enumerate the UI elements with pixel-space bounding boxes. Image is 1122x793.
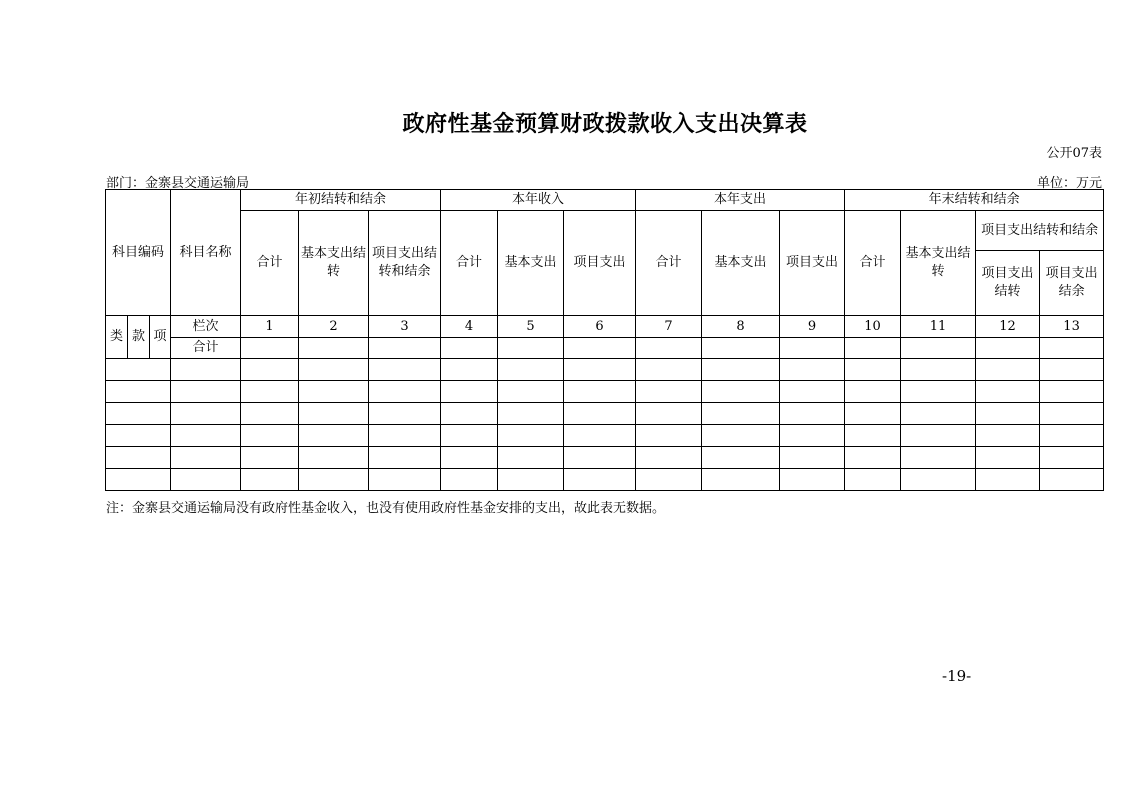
- table-cell: [369, 381, 441, 403]
- table-cell: [498, 425, 564, 447]
- table-cell: [636, 359, 702, 381]
- table-cell: [976, 447, 1040, 469]
- header-row-groups: [106, 190, 1104, 211]
- table-cell: [299, 425, 369, 447]
- table-cell: [564, 403, 636, 425]
- table-cell: [441, 447, 498, 469]
- table-cell: [171, 425, 241, 447]
- table-cell: [171, 359, 241, 381]
- table-cell: [441, 469, 498, 491]
- table-cell: [241, 338, 299, 359]
- table-cell: [171, 403, 241, 425]
- table-cell: [901, 447, 976, 469]
- total-row: [106, 338, 1104, 359]
- table-cell: [564, 447, 636, 469]
- table-cell: [369, 403, 441, 425]
- table-cell: [845, 447, 901, 469]
- table-cell: [901, 403, 976, 425]
- table-cell: [1040, 403, 1104, 425]
- column-number: 1: [241, 316, 299, 338]
- table-cell: [636, 403, 702, 425]
- table-cell: [901, 359, 976, 381]
- table-cell: [976, 381, 1040, 403]
- table-cell: [976, 359, 1040, 381]
- table-cell: [976, 403, 1040, 425]
- table-cell: [106, 403, 171, 425]
- header-group-expense: 本年支出: [636, 190, 845, 211]
- table-cell: [241, 425, 299, 447]
- table-cell: [369, 447, 441, 469]
- column-number: 11: [901, 316, 976, 338]
- table-cell: [564, 425, 636, 447]
- table-cell: [299, 447, 369, 469]
- table-cell: [241, 381, 299, 403]
- table-cell: [702, 403, 780, 425]
- table-cell: [441, 403, 498, 425]
- table-cell: [241, 447, 299, 469]
- table-cell: [299, 381, 369, 403]
- table-cell: [636, 469, 702, 491]
- table-cell: [369, 338, 441, 359]
- table-cell: [780, 338, 845, 359]
- table-cell: [564, 381, 636, 403]
- table-cell: [901, 425, 976, 447]
- table-row: [106, 425, 1104, 447]
- table-cell: [369, 359, 441, 381]
- table-cell: [636, 425, 702, 447]
- table-cell: [976, 469, 1040, 491]
- table-cell: [1040, 381, 1104, 403]
- table-row: [106, 403, 1104, 425]
- column-number: 8: [702, 316, 780, 338]
- table-cell: [564, 338, 636, 359]
- table-cell: [1040, 359, 1104, 381]
- table-row: [106, 381, 1104, 403]
- column-number: 3: [369, 316, 441, 338]
- table-cell: [369, 469, 441, 491]
- table-cell: [241, 469, 299, 491]
- column-number-row: [106, 316, 1104, 338]
- column-number: 5: [498, 316, 564, 338]
- table-row: [106, 469, 1104, 491]
- table-cell: [498, 403, 564, 425]
- header-lei: 类: [106, 316, 128, 359]
- table-cell: [780, 469, 845, 491]
- page-number: -19-: [942, 667, 972, 685]
- table-cell: [845, 338, 901, 359]
- table-cell: [241, 403, 299, 425]
- table-cell: [780, 381, 845, 403]
- table-cell: [106, 447, 171, 469]
- table-cell: [441, 381, 498, 403]
- header-group-closing: 年末结转和结余: [845, 190, 1104, 211]
- column-number: 2: [299, 316, 369, 338]
- table-cell: [702, 381, 780, 403]
- column-number: 4: [441, 316, 498, 338]
- table-cell: [845, 403, 901, 425]
- table-cell: [901, 381, 976, 403]
- table-cell: [299, 359, 369, 381]
- header-expense-total: 合计: [636, 211, 702, 316]
- column-number: 12: [976, 316, 1040, 338]
- header-group-opening: 年初结转和结余: [241, 190, 441, 211]
- table-cell: [498, 381, 564, 403]
- table-cell: [636, 338, 702, 359]
- table-cell: [299, 338, 369, 359]
- header-group-income: 本年收入: [441, 190, 636, 211]
- table-cell: [780, 425, 845, 447]
- table-cell: [564, 469, 636, 491]
- column-number: 9: [780, 316, 845, 338]
- table-cell: [845, 381, 901, 403]
- table-cell: [702, 469, 780, 491]
- table-cell: [901, 338, 976, 359]
- table-cell: [441, 425, 498, 447]
- table-cell: [171, 447, 241, 469]
- table-cell: [845, 425, 901, 447]
- table-row: [106, 447, 1104, 469]
- unit-label: 单位：万元: [1036, 176, 1102, 191]
- table-cell: [441, 338, 498, 359]
- column-number: 10: [845, 316, 901, 338]
- table-cell: [976, 425, 1040, 447]
- table-cell: [702, 425, 780, 447]
- table-cell: [106, 381, 171, 403]
- table-cell: [1040, 338, 1104, 359]
- table-cell: [369, 425, 441, 447]
- table-cell: [498, 359, 564, 381]
- table-cell: [976, 338, 1040, 359]
- header-lanci: 栏次: [171, 316, 241, 338]
- header-closing-project-balance: 项目支出结余: [1040, 251, 1104, 316]
- table-cell: [845, 469, 901, 491]
- table-cell: [702, 447, 780, 469]
- table-cell: [241, 359, 299, 381]
- table-cell: [845, 359, 901, 381]
- table-cell: [106, 359, 171, 381]
- table-cell: [171, 469, 241, 491]
- header-row-columns: [106, 211, 1104, 251]
- table-cell: [780, 447, 845, 469]
- form-code: 公开07表: [1046, 146, 1102, 161]
- department-label: 部门：金寨县交通运输局: [106, 176, 250, 191]
- page-title: 政府性基金预算财政拨款收入支出决算表: [402, 112, 808, 137]
- table-cell: [498, 338, 564, 359]
- header-closing-basic-carry: 基本支出结转: [901, 211, 976, 316]
- header-subject-code: 科目编码: [106, 190, 171, 316]
- table-cell: [636, 447, 702, 469]
- header-opening-total: 合计: [241, 211, 299, 316]
- column-number: 7: [636, 316, 702, 338]
- footnote: 注：金寨县交通运输局没有政府性基金收入，也没有使用政府性基金安排的支出，故此表无数据。: [106, 501, 666, 516]
- header-subject-name: 科目名称: [171, 190, 241, 316]
- header-expense-basic: 基本支出: [702, 211, 780, 316]
- table-cell: [498, 447, 564, 469]
- table-cell: [171, 381, 241, 403]
- table-cell: [564, 359, 636, 381]
- header-income-basic: 基本支出: [498, 211, 564, 316]
- header-kuan: 款: [128, 316, 150, 359]
- table-cell: [1040, 425, 1104, 447]
- table-cell: [780, 403, 845, 425]
- table-cell: [702, 359, 780, 381]
- column-number: 6: [564, 316, 636, 338]
- table-cell: [299, 469, 369, 491]
- header-closing-project-carry: 项目支出结转: [976, 251, 1040, 316]
- header-income-total: 合计: [441, 211, 498, 316]
- table-cell: [498, 469, 564, 491]
- header-opening-project-carry-balance: 项目支出结转和结余: [369, 211, 441, 316]
- table-cell: [441, 359, 498, 381]
- budget-table: [105, 189, 1104, 491]
- table-cell: [636, 381, 702, 403]
- header-closing-total: 合计: [845, 211, 901, 316]
- header-closing-project-carry-balance: 项目支出结转和结余: [976, 211, 1104, 251]
- header-opening-basic-carry: 基本支出结转: [299, 211, 369, 316]
- header-income-project: 项目支出: [564, 211, 636, 316]
- header-expense-project: 项目支出: [780, 211, 845, 316]
- table-cell: [299, 403, 369, 425]
- column-number: 13: [1040, 316, 1104, 338]
- table-cell: [106, 469, 171, 491]
- table-cell: [702, 338, 780, 359]
- table-cell: [1040, 447, 1104, 469]
- table-row: [106, 359, 1104, 381]
- table-cell: [1040, 469, 1104, 491]
- table-cell: [901, 469, 976, 491]
- header-xiang: 项: [150, 316, 171, 359]
- table-cell: [780, 359, 845, 381]
- table-cell: [106, 425, 171, 447]
- total-label: 合计: [171, 338, 241, 359]
